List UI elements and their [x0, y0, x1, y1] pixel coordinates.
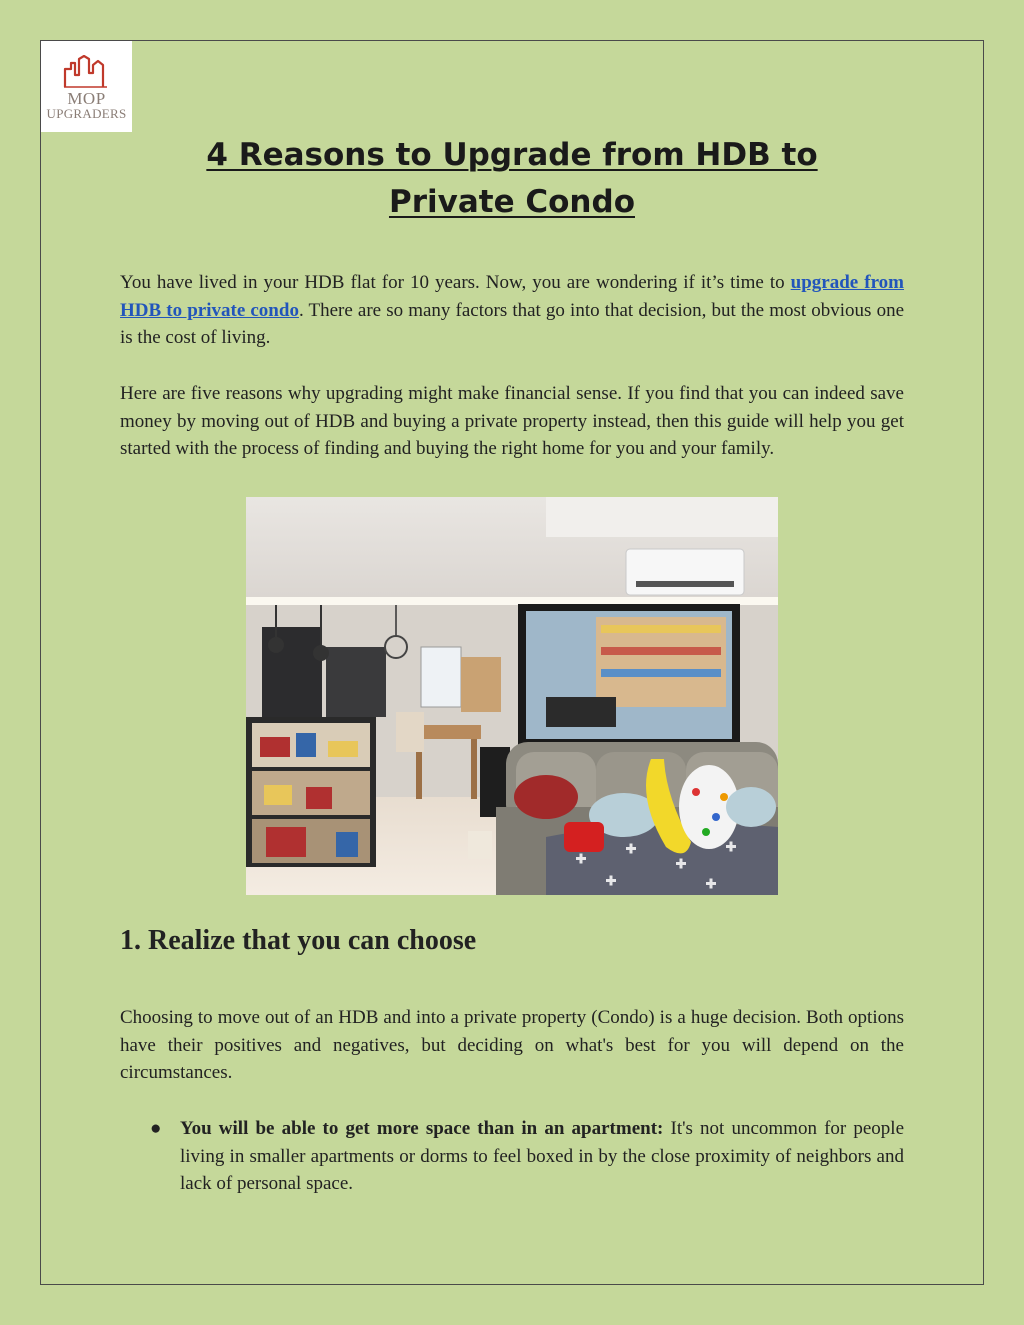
title-line-2: Private Condo — [388, 184, 635, 220]
bullet-dot-icon: ● — [150, 1118, 162, 1139]
bullet-text: It's not uncommon for people living in smaller apartments or dorms to feel boxed in by the close proximity of neighbors and lack of personal space. — [180, 1118, 905, 1195]
logo-text-upgraders: UPGRADERS — [46, 106, 127, 121]
logo-text-mop: MOP — [67, 89, 106, 108]
bullet-bold-lead: You will be able to get more space than in an apartment: — [180, 1118, 664, 1139]
list-item — [120, 1115, 904, 1198]
section-paragraph: Choosing to move out of an HDB and into a private property (Condo) is a huge decision. Both options have their positives and negatives, but deciding on what's best for you will depend on the circumstances. — [120, 1007, 904, 1084]
mop-upgraders-logo[interactable] — [41, 41, 132, 132]
city-skyline-icon — [63, 55, 109, 89]
intro-paragraph — [120, 269, 904, 352]
intro-text-after: . There are so many factors that go into that decision, but the most obvious one is the cost of living. — [120, 299, 904, 349]
reasons-paragraph: Here are five reasons why upgrading might make financial sense. If you find that you can indeed save money by moving out of HDB and buying a private property instead, then this guide will help you get started with the process of finding and buying the right home for you and your family. — [120, 383, 904, 460]
title-line-1: 4 Reasons to Upgrade from HDB to — [206, 137, 818, 173]
intro-text-before: You have lived in your HDB flat for 10 years. Now, you are wondering if it’s time to — [120, 272, 791, 293]
upgrade-hdb-link[interactable]: upgrade from HDB to private condo — [120, 272, 904, 321]
section-heading-realize: 1. Realize that you can choose — [120, 925, 477, 956]
page-title — [120, 132, 904, 226]
bullet-list — [120, 1115, 904, 1198]
living-room-photo — [246, 497, 778, 895]
